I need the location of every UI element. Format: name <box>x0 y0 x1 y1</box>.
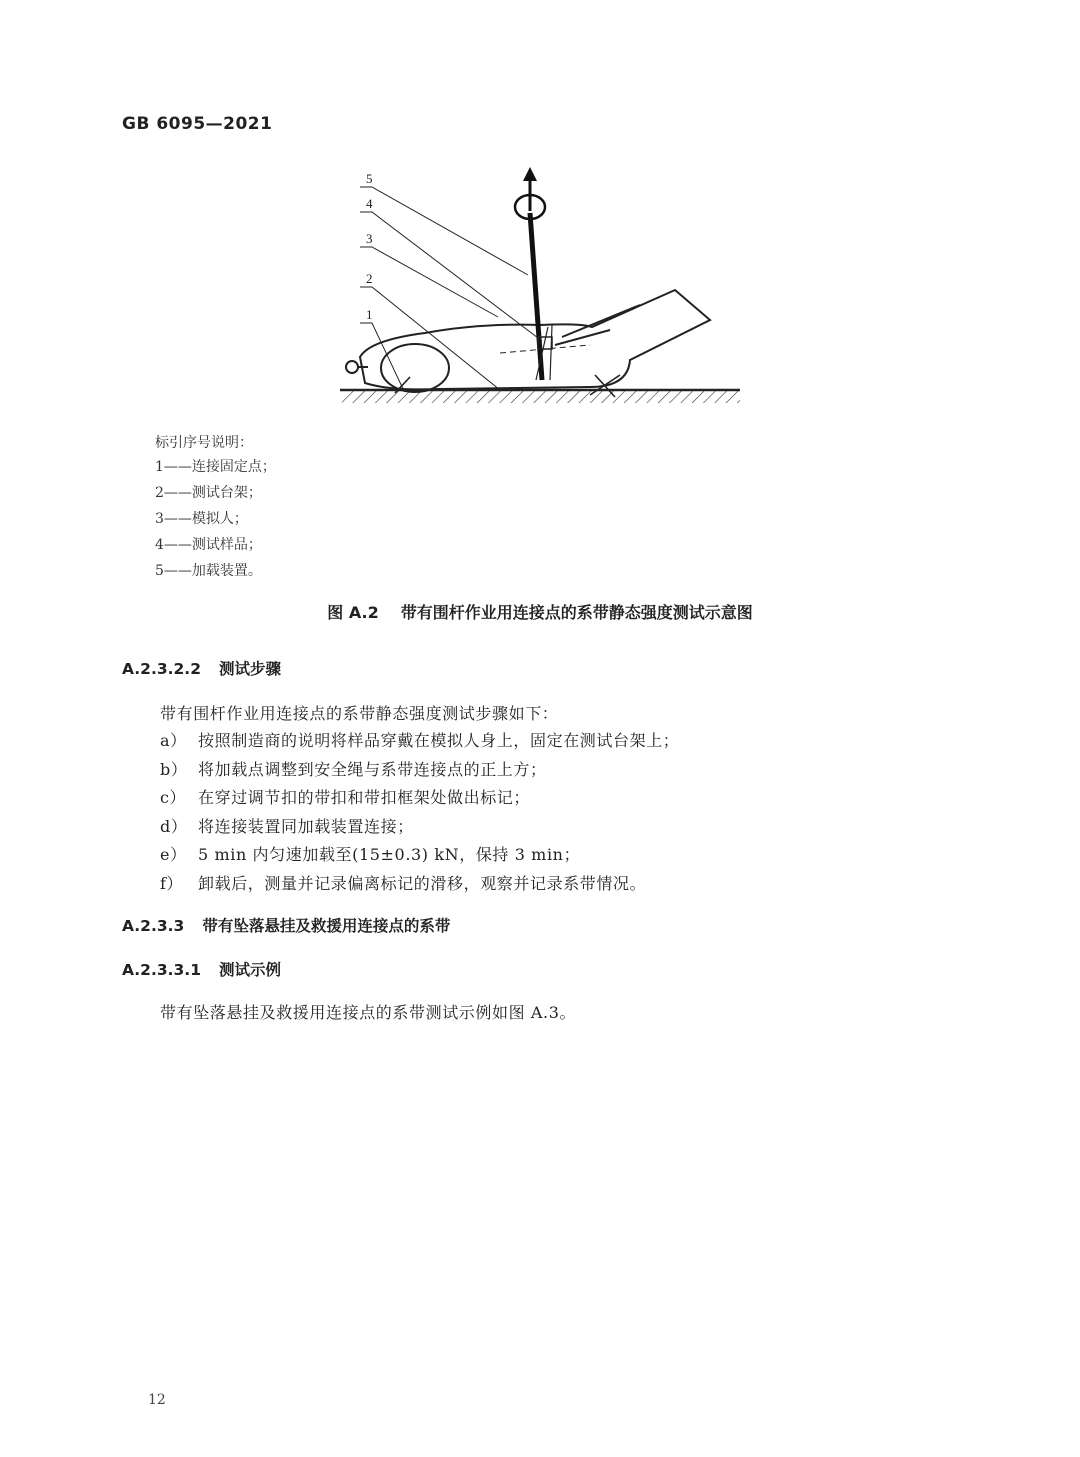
section-heading-a23222 <box>122 657 281 679</box>
callout-4: 4 <box>366 196 373 211</box>
standard-code: GB 6095—2021 <box>122 114 273 134</box>
step-text: 将加载点调整到安全绳与系带连接点的正上方； <box>198 759 547 779</box>
step-text: 在穿过调节扣的带扣和带扣框架处做出标记； <box>198 788 531 807</box>
loading-device <box>515 167 552 380</box>
callout-3: 3 <box>366 231 373 246</box>
legend-title: 标引序号说明： <box>155 435 253 451</box>
figure-legend <box>155 457 276 587</box>
figure-number: 图 A.2 <box>327 603 379 622</box>
step-text: 5 min 内匀速加载至(15±0.3) kN，保持 3 min； <box>198 845 581 864</box>
list-item <box>130 729 679 758</box>
section-title: 带有坠落悬挂及救援用连接点的系带 <box>202 917 451 935</box>
legend-item: 5——加载装置。 <box>155 563 262 579</box>
callout-5: 5 <box>366 171 373 186</box>
legend-item: 4——测试样品； <box>155 537 262 553</box>
figure-caption <box>0 600 1080 623</box>
anchor-eye <box>346 361 368 373</box>
step-text: 卸载后，测量并记录偏离标记的滑移，观察并记录系带情况。 <box>198 873 647 893</box>
callout-2: 2 <box>366 271 373 286</box>
steps-list <box>130 729 679 900</box>
step-marker: a） <box>160 731 187 750</box>
list-item <box>130 843 679 872</box>
section-number: A.2.3.3.1 <box>122 961 201 979</box>
legend-item: 2——测试台架； <box>155 485 262 501</box>
section-title: 测试示例 <box>218 961 281 979</box>
page-number: 12 <box>148 1392 166 1408</box>
section-heading-a23331 <box>122 958 281 980</box>
list-item <box>130 872 679 901</box>
figure-title: 带有围杆作业用连接点的系带静态强度测试示意图 <box>400 603 753 622</box>
list-item <box>130 758 679 787</box>
list-item <box>130 786 679 815</box>
step-text: 将连接装置同加载装置连接； <box>198 816 414 836</box>
step-marker: d） <box>160 816 188 836</box>
step-marker: b） <box>160 759 188 779</box>
leader-lines <box>360 187 542 391</box>
section-number: A.2.3.2.2 <box>122 660 201 678</box>
step-text: 按照制造商的说明将样品穿戴在模拟人身上，固定在测试台架上； <box>198 731 680 750</box>
test-diagram <box>330 165 750 415</box>
test-rig-base <box>340 390 740 403</box>
step-marker: f） <box>160 873 184 893</box>
list-item <box>130 815 679 844</box>
legend-item: 1——连接固定点； <box>155 459 276 475</box>
section-body: 带有坠落悬挂及救援用连接点的系带测试示例如图 A.3。 <box>160 1003 577 1022</box>
step-marker: e） <box>160 845 187 864</box>
step-marker: c） <box>160 788 187 807</box>
callout-1: 1 <box>366 307 373 322</box>
legend-item: 3——模拟人； <box>155 511 248 527</box>
section-number: A.2.3.3 <box>122 917 185 935</box>
section-title: 测试步骤 <box>218 660 281 678</box>
steps-intro: 带有围杆作业用连接点的系带静态强度测试步骤如下： <box>160 704 559 723</box>
section-heading-a2333 <box>122 914 450 936</box>
